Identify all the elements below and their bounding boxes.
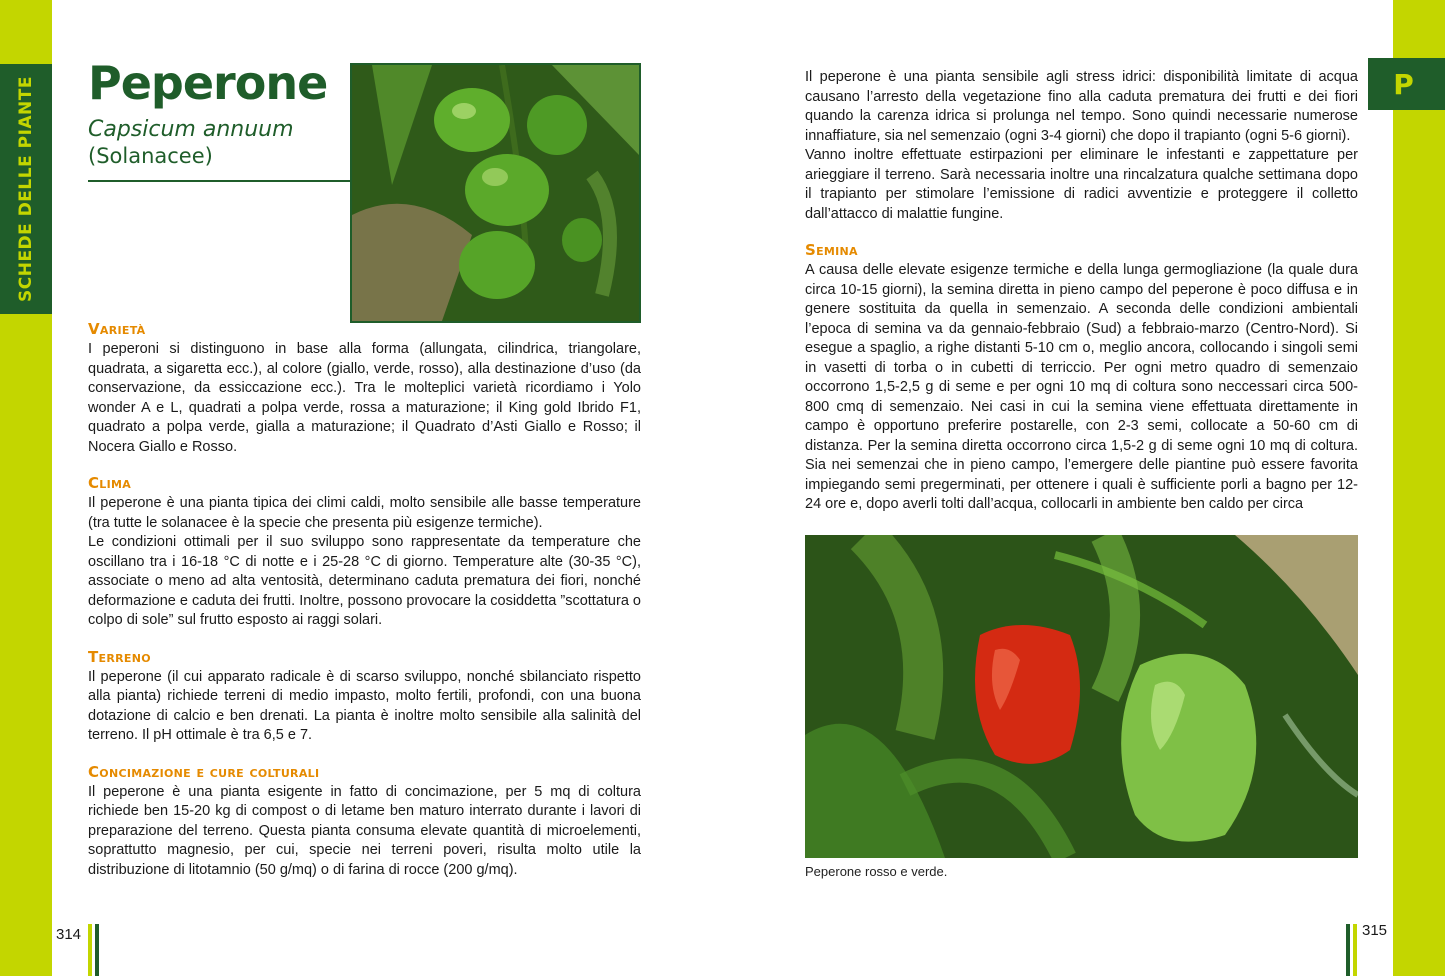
section-paragraph: Il peperone è una pianta esigente in fatto di concimazione, per 5 mq di coltura richiede ben 15-20 kg di compost o di letame ben maturo interrato durante i lavori di preparazione del terreno. Questa pianta consuma elevate quantità di microelementi, soprattutto magnesio, per cui, specie nei terreni poveri, risulta molto utile la distribuzione di litotamnio (50 g/mq) o di farina di rocce (200 g/mq). bbox=[88, 783, 641, 878]
right-margin-band bbox=[1393, 0, 1445, 976]
intro-paragraph: Vanno inoltre effettuate estirpazioni per eliminare le infestanti e zappettature per arieggiare il terreno. Sarà necessaria inoltre una rincalzatura qualche settimana dopo il trapianto per stimolare l’emissione di radici avventizie e proteggere il colletto dall’attacco di malattie fungine. bbox=[805, 147, 1358, 222]
section-heading: Varietà bbox=[88, 320, 146, 338]
right-column bbox=[805, 68, 1358, 515]
section-clima bbox=[88, 474, 641, 631]
letter-index-tab: P bbox=[1368, 58, 1445, 110]
section-semina bbox=[805, 241, 1358, 515]
plant-family: (Solanacee) bbox=[88, 144, 213, 168]
page-title: Peperone bbox=[88, 56, 328, 110]
section-heading: Concimazione e cure colturali bbox=[88, 762, 320, 781]
page-number-right: 315 bbox=[1362, 922, 1388, 939]
section-side-tab bbox=[0, 64, 52, 314]
section-heading: Semina bbox=[805, 241, 858, 259]
green-pepper-photo bbox=[350, 63, 641, 323]
title-divider bbox=[88, 180, 350, 182]
section-paragraph: Le condizioni ottimali per il suo sviluppo sono rappresentate da temperature che oscillano tra i 16-18 °C di notte e i 25-28 °C di giorno. Temperature alte (30-35 °C), associate o meno ad alta ventosità, determinano caduta prematura dei fiori, nonché deformazione e caduta dei frutti. Inoltre, possono provocare la cosiddetta ”scottatura o colpo di sole” sul frutto esposto ai raggi solari. bbox=[88, 534, 641, 628]
section-terreno bbox=[88, 648, 641, 746]
section-concimazione bbox=[88, 763, 641, 881]
section-paragraph: Il peperone è una pianta tipica dei climi caldi, molto sensibile alle basse temperature (tra tutte le solanacee è la specie che presenta più esigenze termiche). bbox=[88, 495, 641, 531]
section-varieta bbox=[88, 320, 641, 457]
side-tab-label: SCHEDE DELLE PIANTE bbox=[16, 75, 37, 303]
page-bar-left-lime bbox=[88, 924, 92, 976]
intro-paragraph: Il peperone è una pianta sensibile agli stress idrici: disponibilità limitate di acqua causano l’arresto della vegetazione fino alla caduta prematura dei frutti e dei fiori quando la carenza idrica si prolunga nel tempo. Sono quindi necessarie numerose innaffiature, sia nel semenzaio (ogni 3-4 giorni) che dopo il trapianto (ogni 5-6 giorni). bbox=[805, 69, 1358, 144]
section-paragraph: I peperoni si distinguono in base alla forma (allungata, cilindrica, triangolare, quadrata, a sigaretta ecc.), al colore (giallo, verde, rosso), alla destinazione d’uso (da conservazione, da essiccazione ecc.). Tra le molteplici varietà ricordiamo i Yolo wonder A e L, quadrati a polpa verde, rossa a maturazione; il King gold Ibrido F1, quadrato a polpa verde, gialla a maturazione; il Quadrato d’Asti Giallo e Rosso; il Nocera Giallo e Rosso. bbox=[88, 341, 641, 455]
page-bar-right-lime bbox=[1353, 924, 1357, 976]
page-bar-left-green bbox=[95, 924, 99, 976]
latin-name: Capsicum annuum bbox=[88, 117, 294, 142]
section-heading: Clima bbox=[88, 474, 132, 492]
section-heading: Terreno bbox=[88, 647, 151, 666]
photo-caption: Peperone rosso e verde. bbox=[805, 864, 948, 879]
page-number-left: 314 bbox=[56, 926, 82, 943]
page-bar-right-green bbox=[1346, 924, 1350, 976]
section-paragraph: A causa delle elevate esigenze termiche e della lunga germogliazione (la quale dura circa 10-15 giorni), la semina diretta in pieno campo del peperone è poco diffusa e in genere sostituita da quella in semenzaio. A seconda delle condizioni ambientali l’epoca di semina va da gennaio-febbraio (Sud) a febbraio-marzo (Centro-Nord). Si esegue a spaglio, a righe distanti 5-10 cm o, meglio ancora, collocando i singoli semi in vasetti di torba o in cubetti di terriccio. Per ogni metro quadro di semenzaio occorrono 1,5-2,5 g di seme e per ogni 10 mq di coltura sono neccessari circa 500-800 cmq di semenzaio. Nei casi in cui la semina viene effettuata direttamente in campo è opportuno preferire postarelle, con 2-3 semi, collocate a 50-60 cm di distanza. Per la semina diretta occorrono circa 1,5-2 g di seme ogni 10 mq di coltura. Sia nei semenzai che in pieno campo, l’emergere delle piantine può essere favorita impiegando semi pregerminati, per ottenere i quali è sufficiente porli a bagno per 12-24 ore e, dopo averli tolti dall’acqua, collocarli in ambiente ben caldo per circa bbox=[805, 262, 1358, 512]
section-paragraph: Il peperone (il cui apparato radicale è di scarso sviluppo, nonché sbilanciato rispetto alla pianta) richiede terreni di medio impasto, molto fertili, profondi, con una buona dotazione di calcio e ben drenati. La pianta è inoltre molto sensibile alla salinità del terreno. Il pH ottimale è tra 6,5 e 7. bbox=[88, 668, 641, 743]
red-green-pepper-photo bbox=[805, 535, 1358, 858]
left-column bbox=[88, 320, 641, 880]
red-green-pepper-illustration bbox=[805, 535, 1358, 858]
green-pepper-illustration bbox=[352, 65, 639, 321]
